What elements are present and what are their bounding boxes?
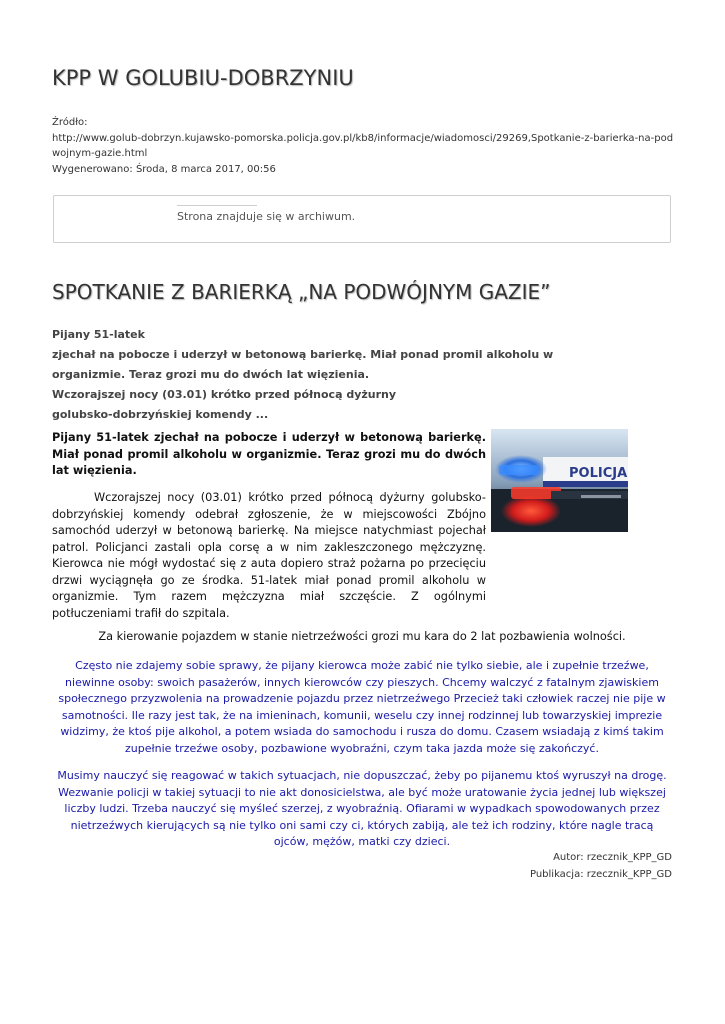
police-car-illustration	[491, 429, 628, 532]
lead-line: organizmie. Teraz grozi mu do dwóch lat więzienia.	[52, 368, 370, 381]
body-text: Wczorajszej nocy (03.01) krótko przed północą dyżurny golubsko-dobrzyńskiej komendy odebrał zgłoszenie, że w miejscowości Zbójno samochód uderzył w betonową barierkę. Na miejsce natychmiast pojechał patrol. Policjanci zastali opla corsę a w nim zakleszczonego mężczyznę. Kierowca nie mógł wydostać się z auta dopiero straż pożarna po przecięciu drzwi wyciągnęła go ze środka. 51-latek miał ponad promil alkoholu w organizmie. Tym razem mężczyzna miał szczęście. Z ogólnymi potłuczeniami trafił do szpitala.	[52, 491, 486, 620]
lead-line: zjechał na pobocze i uderzył w betonową barierkę. Miał ponad promil alkoholu w	[52, 348, 554, 361]
article-lead	[52, 325, 572, 425]
archive-divider	[177, 205, 257, 206]
source-url-line-1[interactable]: http://www.golub-dobrzyn.kujawsko-pomorska.policja.gov.pl/kb8/informacje/wiadomosci/29269,Spotkanie-z-barierka-na-pod	[52, 132, 674, 144]
police-car-photo	[491, 429, 628, 532]
publication-credit: Publikacja: rzecznik_KPP_GD	[529, 869, 672, 880]
site-title: KPP W GOLUBIU-DOBRZYNIU	[52, 66, 354, 90]
author-credit: Autor: rzecznik_KPP_GD	[553, 852, 672, 863]
intro-paragraph: Pijany 51-latek zjechał na pobocze i uderzył w betonową barierkę. Miał ponad promil alkoholu w organizmie. Teraz grozi mu do dwóch lat więzienia.	[52, 431, 486, 477]
archive-message: Strona znajduje się w archiwum.	[177, 210, 356, 223]
appeal-paragraph-2: Musimy nauczyć się reagować w takich sytuacjach, nie dopuszczać, żeby po pijanemu ktoś wyruszył na drogę. Wezwanie policji w takiej sytuacji to nie akt donosicielstwa, ale być może uratowanie życia jednej lub większej liczby ludzi. Trzeba nauczyć się myśleć szerzej, z wyobraźnią. Ofiarami w wypadkach spowodowanych przez nietrzeźwych kierujących są nie tylko oni sami czy ci, których zabiją, ale też ich rodziny, które nagle tracą ojców, mężów, matki czy dzieci.	[57, 769, 667, 849]
archive-notice	[53, 195, 671, 243]
generated-date: Wygenerowano: Środa, 8 marca 2017, 00:56	[52, 163, 276, 175]
photo-sign-text: POLICJA	[569, 466, 628, 481]
appeal-paragraph-1: Często nie zdajemy sobie sprawy, że pijany kierowca może zabić nie tylko siebie, ale i zupełnie trzeźwe, niewinne osoby: swoich pasażerów, innych kierowców czy pieszych. Chcemy walczyć z fatalnym zjawiskiem społecznego przyzwolenia na prowadzenie pojazdu przez nietrzeźwego Przecież taki człowiek raczej nie pije w samotności. Ile razy jest tak, że na imieninach, komunii, weselu czy innej rodzinnej lub towarzyskiej imprezie widzimy, że ktoś pije alkohol, a potem wsiada do samochodu i rusza do domu. Czasem wsiadają z kimś takim zupełnie trzeźwe osoby, pozbawione wyobraźni, czym taka jazda może się zakończyć.	[58, 659, 666, 755]
lead-line: Wczorajszej nocy (03.01) krótko przed północą dyżurny	[52, 388, 397, 401]
lead-line: golubsko-dobrzyńskiej komendy ...	[52, 408, 269, 421]
source-label: Źródło:	[52, 117, 88, 128]
lead-line: Pijany 51-latek	[52, 328, 145, 341]
article-title: SPOTKANIE Z BARIERKĄ „NA PODWÓJNYM GAZIE”	[52, 280, 551, 304]
source-url-line-2[interactable]: wojnym-gazie.html	[52, 148, 148, 159]
article-body	[52, 490, 486, 622]
source-info	[52, 115, 677, 177]
penalty-text: Za kierowanie pojazdem w stanie nietrzeźwości grozi mu kara do 2 lat pozbawienia wolności.	[98, 630, 626, 643]
